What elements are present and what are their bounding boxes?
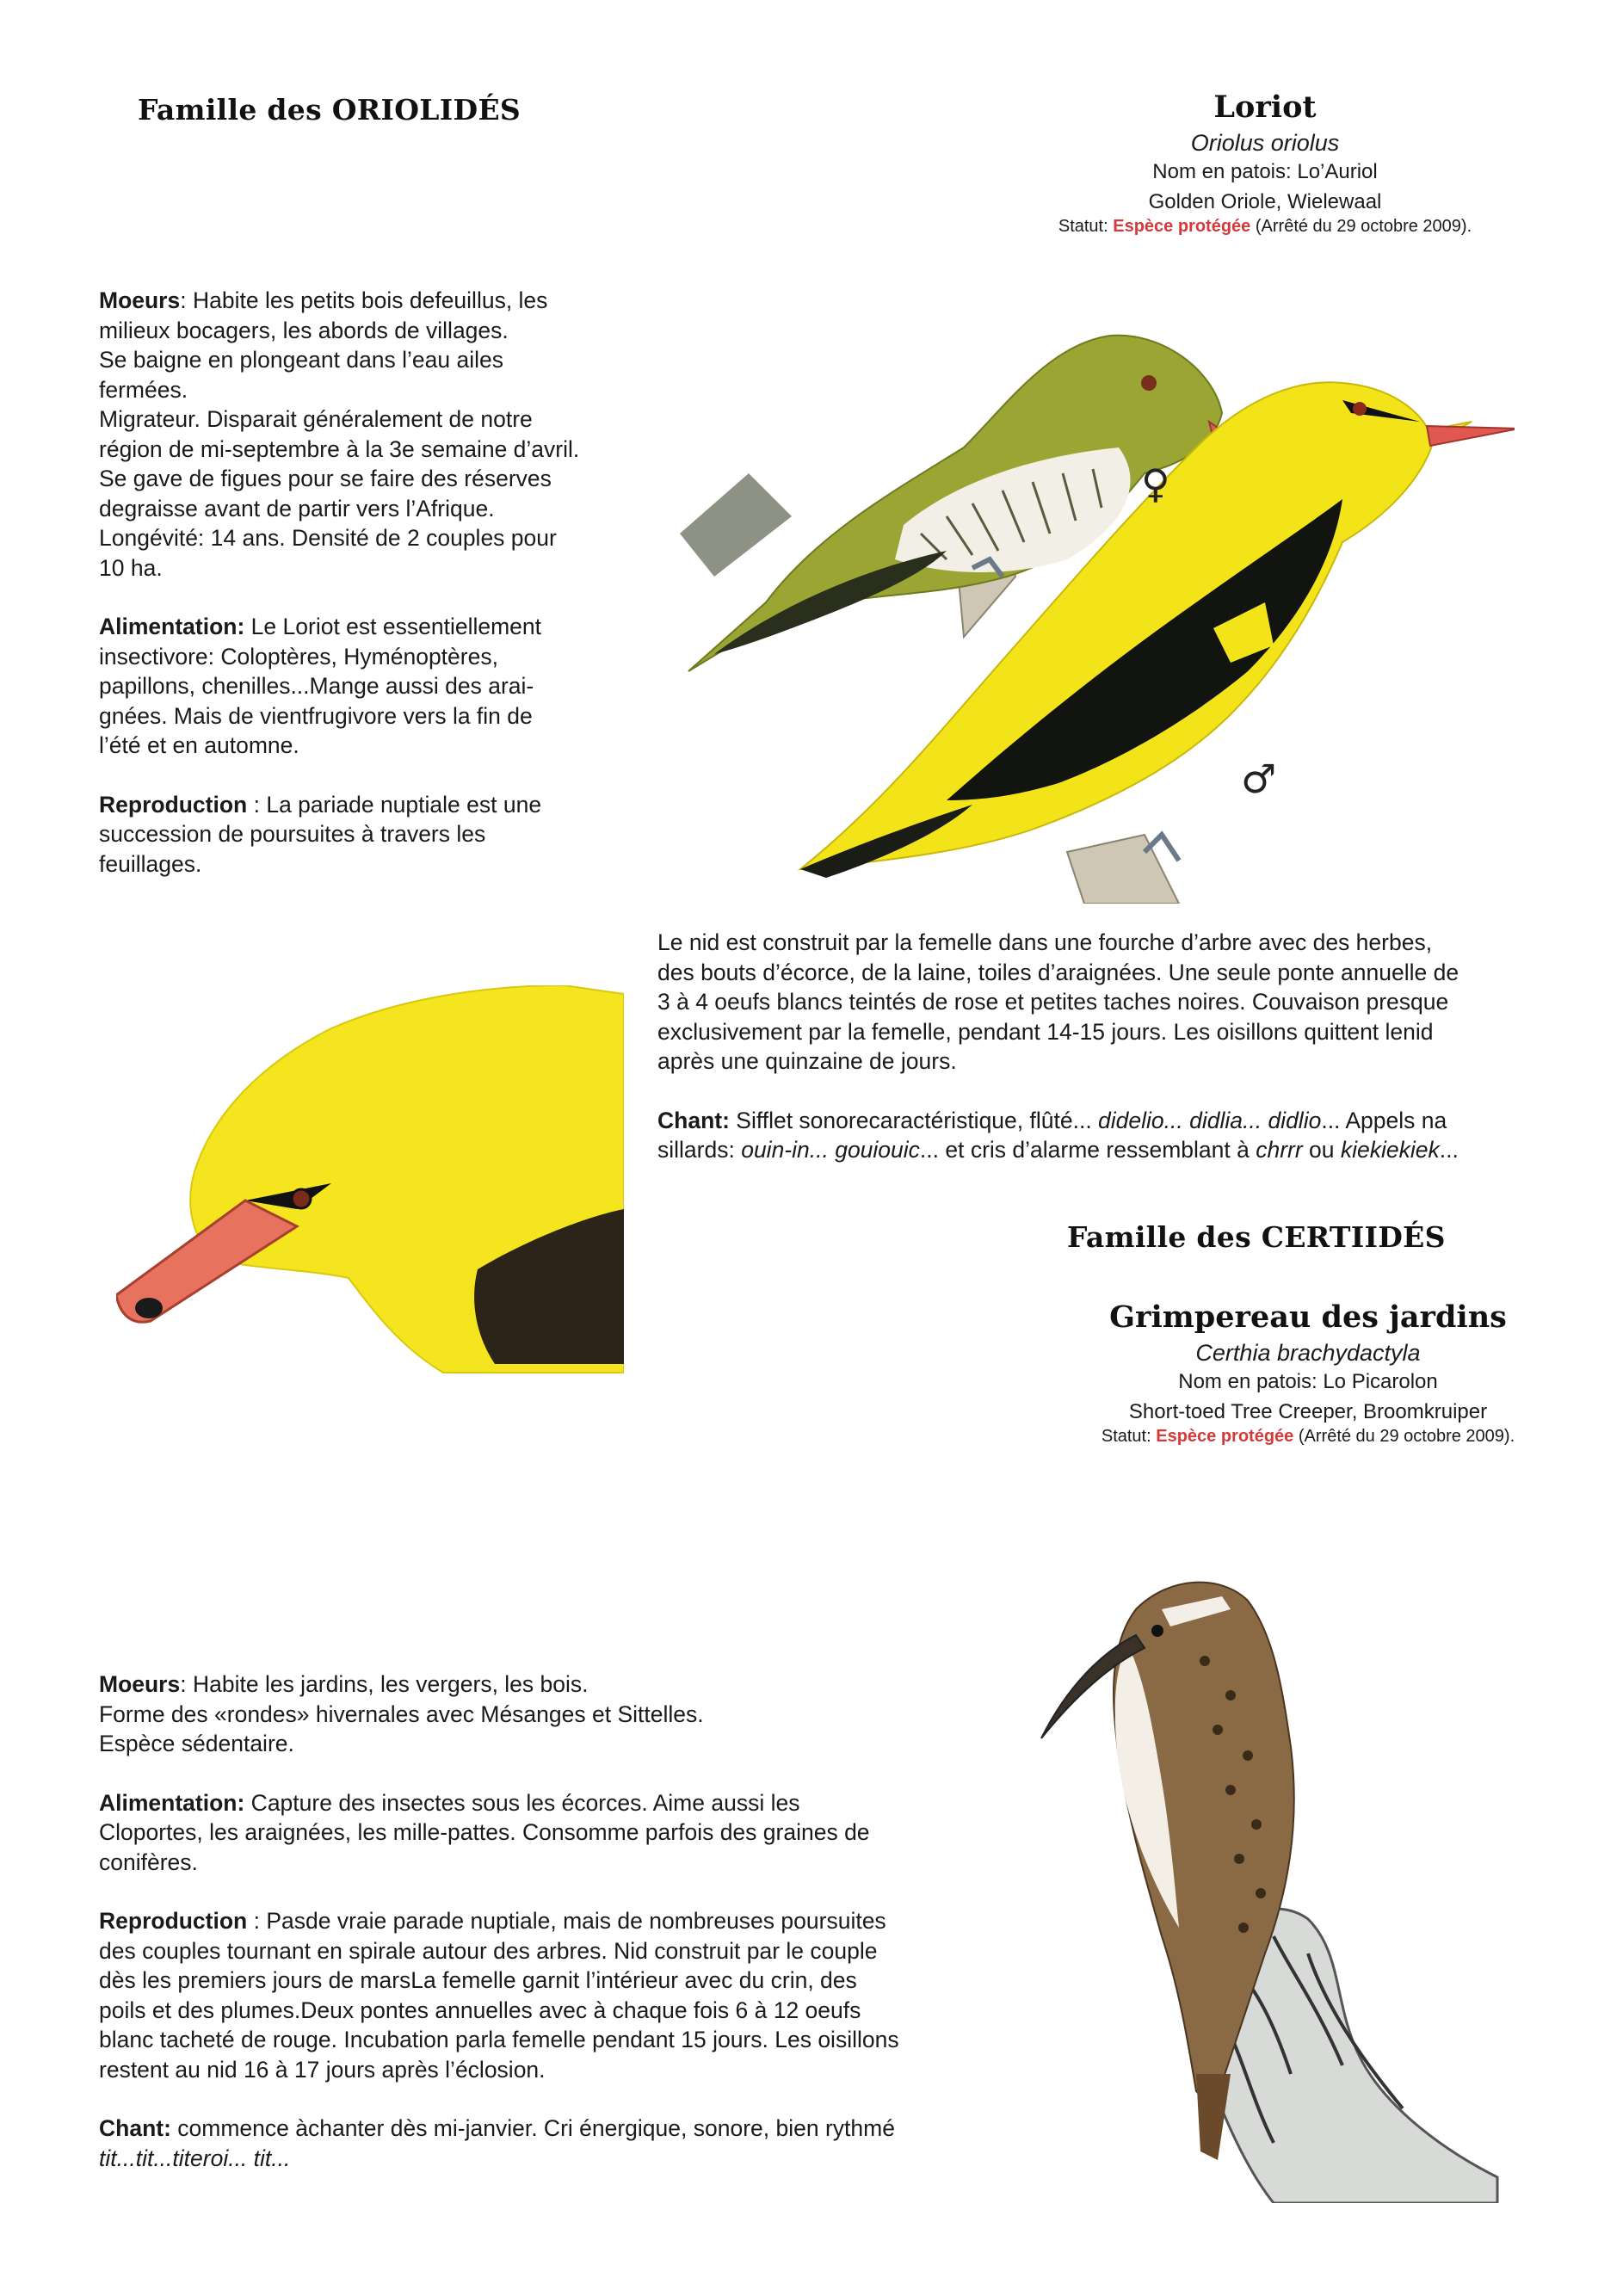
creeper-description [99,1670,1011,2202]
reproduction-paragraph: Reproduction : Pasde vraie parade nuptiale, mais de nombreuses poursuites des couples tournant en spirale autour des arbres. Nid construit par le couple dès les premiers jours de marsLa femelle garnit l’intérieur avec du crin, des poils et des plumes.Deux pontes annuelles avec à chaque fois 6 à 12 oeufs blanc tacheté de rouge. Incubation parla femelle pendant 15 jours. Les oisillons restent au nid 16 à 17 jours après l’éclosion. [99,1908,899,2083]
species-status [1067,1427,1549,1447]
status-value: Espèce protégée [1156,1427,1294,1446]
family-heading-oriolidae: Famille des ORIOLIDÉS [138,93,521,127]
alimentation-label: Alimentation: [99,1789,245,1816]
chant-label: Chant: [657,1107,730,1133]
species-header-oriole [1033,89,1497,237]
species-patois-name: Nom en patois: Lo Picarolon [1178,1370,1438,1393]
moeurs-label: Moeurs [99,287,181,313]
status-value: Espèce protégée [1113,217,1251,236]
status-label: Statut: [1101,1427,1151,1446]
species-patois-name: Nom en patois: Lo’Auriol [1152,160,1378,183]
species-name: Loriot [1213,89,1317,125]
nest-paragraph: Le nid est construit par la femelle dans une fourche d’arbre avec des herbes, des bouts d’écorce, de la laine, toiles d’araignées. Une seule ponte annuelle de 3 à 4 oeufs blancs teintés de rose et petites taches noires. Couvaison presque exclusivement par la femelle, pendant 14-15 jours. Les oisillons quittent lenid après une quinzaine de jours. [657,929,1459,1074]
male-symbol-icon: ♂ [1241,756,1277,802]
moeurs-paragraph: Moeurs: Habite les jardins, les vergers, les bois. Forme des «rondes» hivernales avec Mésanges et Sittelles. Espèce sédentaire. [99,1671,704,1756]
chant-paragraph: Chant: Sifflet sonorecaractéristique, flûté... didelio... didlia... didlio... Appels na sillards: ouin-in... gouiouic... et cris d’alarme ressemblant à chrrr ou kiekiekiek... [657,1107,1459,1163]
oriole-description [99,286,650,908]
status-note: (Arrêté du 29 octobre 2009). [1298,1427,1515,1446]
species-latin-name: Oriolus oriolus [1190,130,1340,156]
reproduction-paragraph: Reproduction : La pariade nuptiale est une succession de poursuites à travers les feuillages. [99,791,542,877]
species-other-names: Golden Oriole, Wielewaal [1148,190,1382,213]
status-label: Statut: [1058,217,1108,236]
moeurs-paragraph: Moeurs: Habite les petits bois defeuillus, les milieux bocagers, les abords de villages. Se baigne en plongeant dans l’eau ailes fermées. Migrateur. Disparait généralement de notre région de mi-septembre à la 3e semaine d’avril. Se gave de figues pour se faire des réserves degraisse avant de partir vers l’Afrique. Longévité: 14 ans. Densité de 2 couples pour 10 ha. [99,287,580,581]
oriole-nest-and-song [657,928,1570,1194]
oriole-head-closeup-illustration [116,985,624,1398]
species-name: Grimpereau des jardins [1109,1299,1507,1335]
moeurs-label: Moeurs [99,1671,181,1697]
species-other-names: Short-toed Tree Creeper, Broomkruiper [1128,1400,1488,1423]
chant-paragraph: Chant: commence àchanter dès mi-janvier. Cri énergique, sonore, bien rythmé tit...tit...titeroi... tit... [99,2115,895,2171]
status-note: (Arrêté du 29 octobre 2009). [1255,217,1472,236]
reproduction-label: Reproduction [99,1908,248,1934]
species-latin-name: Certhia brachydactyla [1195,1340,1421,1366]
alimentation-label: Alimentation: [99,614,245,639]
reproduction-label: Reproduction [99,791,248,818]
alimentation-paragraph: Alimentation: Capture des insectes sous les écorces. Aime aussi les Cloportes, les araignées, les mille-pattes. Consomme parfois des graines de conifères. [99,1789,870,1875]
species-header-creeper [1067,1299,1549,1447]
alimentation-paragraph: Alimentation: Le Loriot est essentiellement insectivore: Coloptères, Hyménoptères, papillons, chenilles...Mange aussi des arai- gnées. Mais de vientfrugivore vers la fin de l’été et en automne. [99,614,542,758]
female-symbol-icon: ♀ [1141,460,1170,507]
family-heading-certhiidae: Famille des CERTIIDÉS [1067,1220,1446,1254]
treecreeper-illustration [1015,1558,1532,2203]
oriole-pair-illustration [663,318,1515,904]
chant-label: Chant: [99,2115,171,2141]
species-status [1033,217,1497,237]
